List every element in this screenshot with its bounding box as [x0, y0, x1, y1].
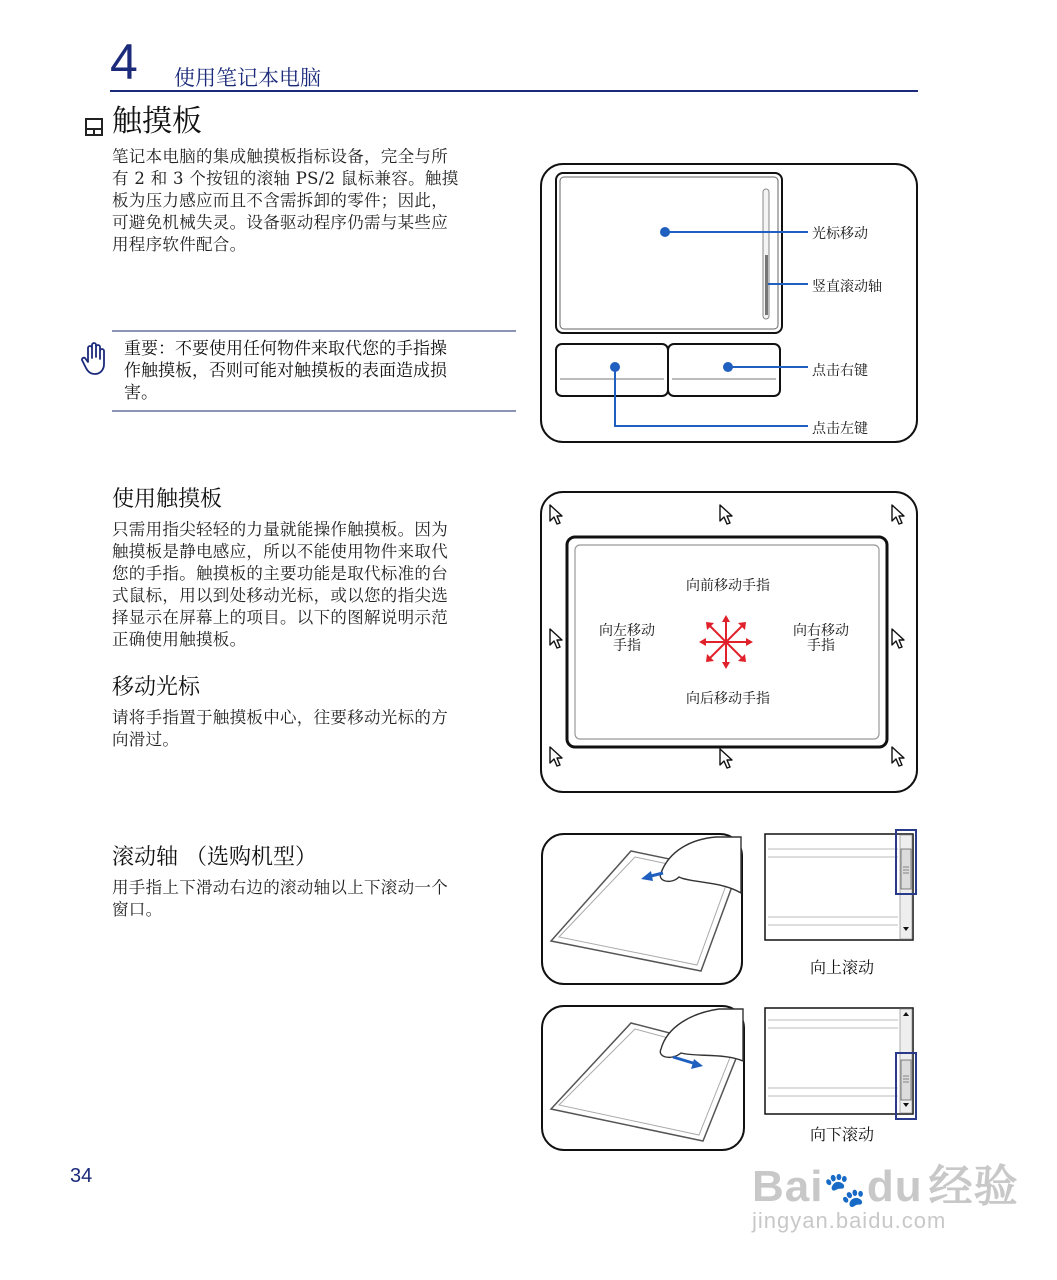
chapter-number: 4: [110, 34, 138, 90]
label-left-click: 点击左键: [812, 421, 868, 437]
label-right: [793, 624, 849, 654]
move-cursor-paragraph: [112, 707, 516, 751]
label-scroll-down: 向下滚动: [810, 1125, 875, 1144]
intro-line: 可避免机械失灵。设备驱动程序仍需与某些应: [112, 213, 448, 232]
intro-line: 有 2 和 3 个按钮的滚轴 PS/2 鼠标兼容。触摸: [112, 169, 459, 188]
label-right-line: 向右移动: [793, 623, 849, 639]
touchpad-parts-diagram: [540, 163, 920, 445]
label-left-line: 手指: [613, 638, 641, 654]
important-note: [124, 338, 514, 404]
label-scroll-up: 向上滚动: [810, 958, 875, 977]
scroll-title: 滚动轴 （选购机型）: [112, 845, 317, 870]
note-bottom-rule: [112, 410, 516, 412]
scroll-line: 窗口。: [112, 900, 163, 919]
move-cursor-title: 移动光标: [112, 675, 201, 700]
intro-line: 笔记本电脑的集成触摸板指标设备，完全与所: [112, 147, 448, 166]
direction-arrows-icon: [699, 615, 753, 669]
label-right-click: 点击右键: [812, 363, 868, 379]
section-title: 触摸板: [112, 104, 202, 139]
using-paragraph: [112, 519, 516, 651]
scroll-thumb: [901, 1060, 911, 1100]
scroll-thumb: [901, 849, 911, 889]
watermark-brand2: du: [866, 1162, 923, 1211]
scroll-up-window-illustration: [764, 829, 920, 943]
finger-move-diagram: [540, 491, 920, 795]
using-line: 触摸板是静电感应，所以不能使用物件来取代: [112, 542, 448, 561]
intro-line: 板为压力感应而且不含需拆卸的零件；因此，: [112, 191, 448, 210]
scroll-paragraph: [112, 877, 516, 921]
using-line: 您的手指。触摸板的主要功能是取代标准的台: [112, 564, 448, 583]
note-line: 害。: [124, 383, 158, 403]
paw-icon: 🐾: [823, 1171, 867, 1209]
hand-warning-icon: [80, 342, 108, 376]
move-cursor-line: 向滑过。: [112, 730, 180, 749]
touchpad-section-icon: [85, 118, 103, 136]
using-line: 只需用指尖轻轻的力量就能操作触摸板。因为: [112, 520, 448, 539]
scroll-line: 用手指上下滑动右边的滚动轴以上下滚动一个: [112, 878, 448, 897]
label-forward: 向前移动手指: [686, 578, 770, 594]
watermark-logo: [752, 1150, 1019, 1214]
header-rule: [110, 90, 918, 92]
using-title: 使用触摸板: [112, 487, 223, 512]
label-left-line: 向左移动: [599, 623, 655, 639]
intro-paragraph: [112, 146, 516, 256]
scroll-down-window-illustration: [764, 1004, 920, 1122]
label-cursor-move: 光标移动: [812, 226, 868, 242]
watermark-brand-cn: 经验: [928, 1162, 1019, 1211]
move-cursor-line: 请将手指置于触摸板中心，往要移动光标的方: [112, 708, 448, 727]
page-number: 34: [70, 1165, 93, 1187]
intro-line: 用程序软件配合。: [112, 235, 247, 254]
note-line: 作触摸板，否则可能对触摸板的表面造成损: [124, 361, 447, 381]
using-line: 式鼠标，用以到处移动光标，或以您的指尖选: [112, 586, 448, 605]
chapter-title: 使用笔记本电脑: [174, 66, 321, 90]
watermark-brand: Bai: [752, 1162, 824, 1211]
using-line: 择显示在屏幕上的项目。以下的图解说明示范: [112, 608, 448, 627]
label-vertical-scroll: 竖直滚动轴: [812, 279, 882, 295]
label-left: [599, 624, 655, 654]
note-line: 重要：不要使用任何物件来取代您的手指操: [124, 339, 447, 359]
label-backward: 向后移动手指: [686, 691, 770, 707]
watermark-url: jingyan.baidu.com: [752, 1208, 947, 1233]
scroll-down-touchpad-illustration: [541, 1005, 747, 1153]
using-line: 正确使用触摸板。: [112, 630, 247, 649]
label-right-line: 手指: [807, 638, 835, 654]
scroll-up-touchpad-illustration: [541, 833, 745, 987]
note-top-rule: [112, 330, 516, 332]
